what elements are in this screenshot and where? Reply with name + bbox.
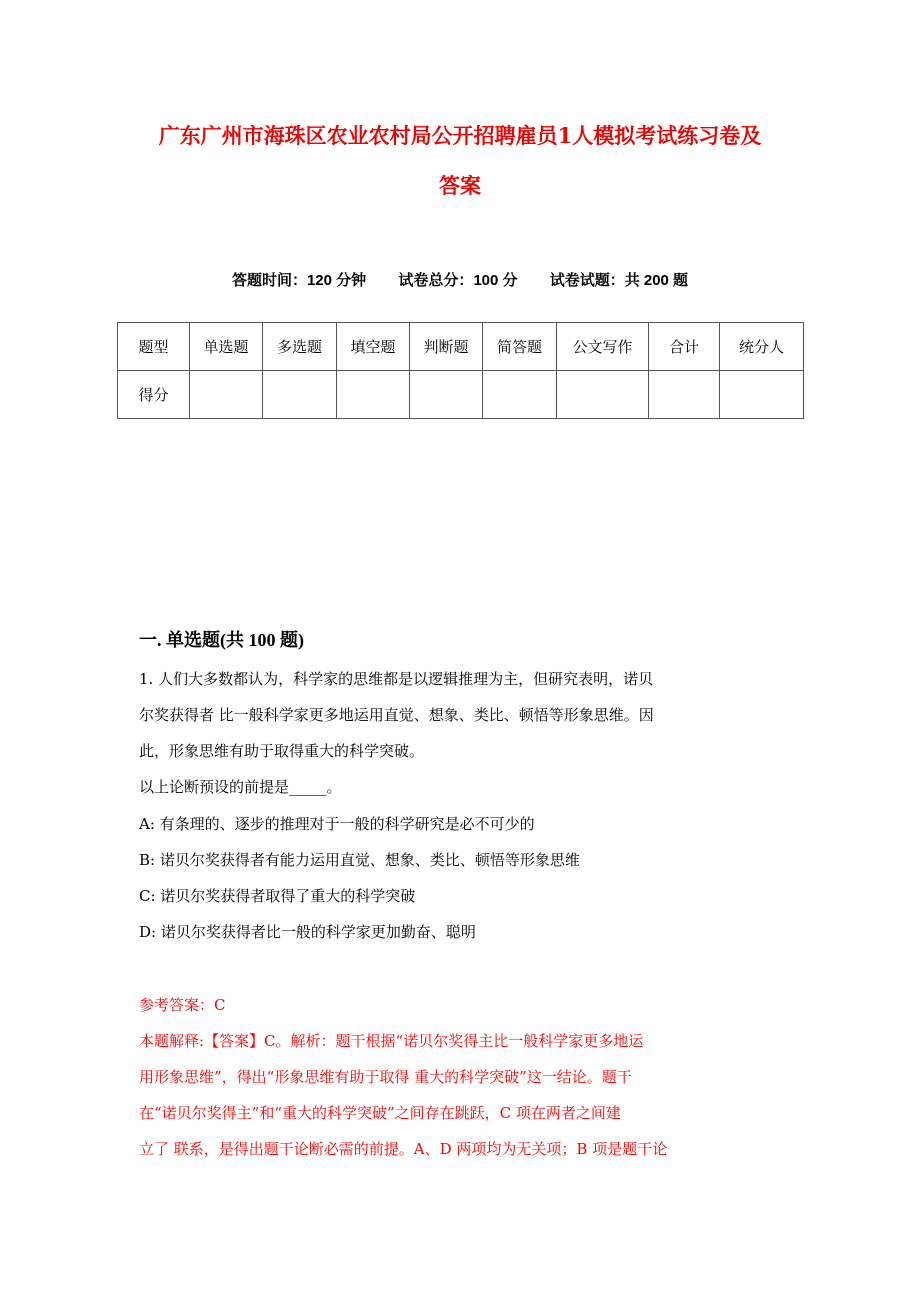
option-a: A: 有条理的、逐步的推理对于一般的科学研究是必不可少的 <box>139 815 535 833</box>
explanation-line: 本题解释:【答案】C。解析：题干根据“诺贝尔奖得主比一般科学家更多地运 <box>139 1032 644 1050</box>
header-cell: 合计 <box>649 323 720 371</box>
score-cell <box>649 371 720 419</box>
score-cell <box>190 371 263 419</box>
header-cell: 单选题 <box>190 323 263 371</box>
score-cell <box>410 371 483 419</box>
score-cell <box>263 371 337 419</box>
header-cell: 公文写作 <box>557 323 649 371</box>
question-line: 1. 人们大多数都认为，科学家的思维都是以逻辑推理为主，但研究表明，诺贝 <box>139 670 654 688</box>
header-cell: 统分人 <box>720 323 804 371</box>
question-line: 尔奖获得者 比一般科学家更多地运用直觉、想象、类比、顿悟等形象思维。因 <box>139 706 654 724</box>
option-b: B: 诺贝尔奖获得者有能力运用直觉、想象、类比、顿悟等形象思维 <box>139 851 580 869</box>
option-c: C: 诺贝尔奖获得者取得了重大的科学突破 <box>139 887 416 905</box>
title-line-1: 广东广州市海珠区农业农村局公开招聘雇员1人模拟考试练习卷及 <box>158 123 762 148</box>
score-cell <box>337 371 410 419</box>
explanation-line: 立了 联系，是得出题干论断必需的前提。A、D 两项均为无关项；B 项是题干论 <box>139 1140 668 1158</box>
exam-total-score: 试卷总分：100 分 <box>398 272 518 289</box>
header-cell: 简答题 <box>483 323 557 371</box>
question-stem <box>139 661 779 805</box>
exam-meta <box>0 269 920 290</box>
section-heading: 一. 单选题(共 100 题) <box>139 630 304 650</box>
score-cell <box>557 371 649 419</box>
reference-answer: 参考答案：C <box>139 996 226 1014</box>
header-cell: 填空题 <box>337 323 410 371</box>
title-line-2: 答案 <box>439 173 481 198</box>
score-table-score-row <box>118 371 804 419</box>
score-table-header-row <box>118 323 804 371</box>
score-cell <box>720 371 804 419</box>
exam-question-count: 试卷试题：共 200 题 <box>549 272 689 289</box>
score-cell <box>483 371 557 419</box>
row-label-cell: 得分 <box>118 371 190 419</box>
header-cell: 多选题 <box>263 323 337 371</box>
question-line: 此，形象思维有助于取得重大的科学突破。 <box>139 742 425 760</box>
header-cell: 判断题 <box>410 323 483 371</box>
option-d: D: 诺贝尔奖获得者比一般的科学家更加勤奋、聪明 <box>139 923 476 941</box>
answer-options <box>139 806 779 950</box>
header-cell: 题型 <box>118 323 190 371</box>
question-prompt: 以上论断预设的前提是_____。 <box>139 778 342 796</box>
answer-explanation <box>139 987 779 1167</box>
explanation-line: 在“诺贝尔奖得主”和“重大的科学突破”之间存在跳跃，C 项在两者之间建 <box>139 1104 621 1122</box>
explanation-line: 用形象思维”，得出“形象思维有助于取得 重大的科学突破”这一结论。题干 <box>139 1068 632 1086</box>
score-table <box>117 322 804 419</box>
exam-time: 答题时间：120 分钟 <box>231 272 367 289</box>
